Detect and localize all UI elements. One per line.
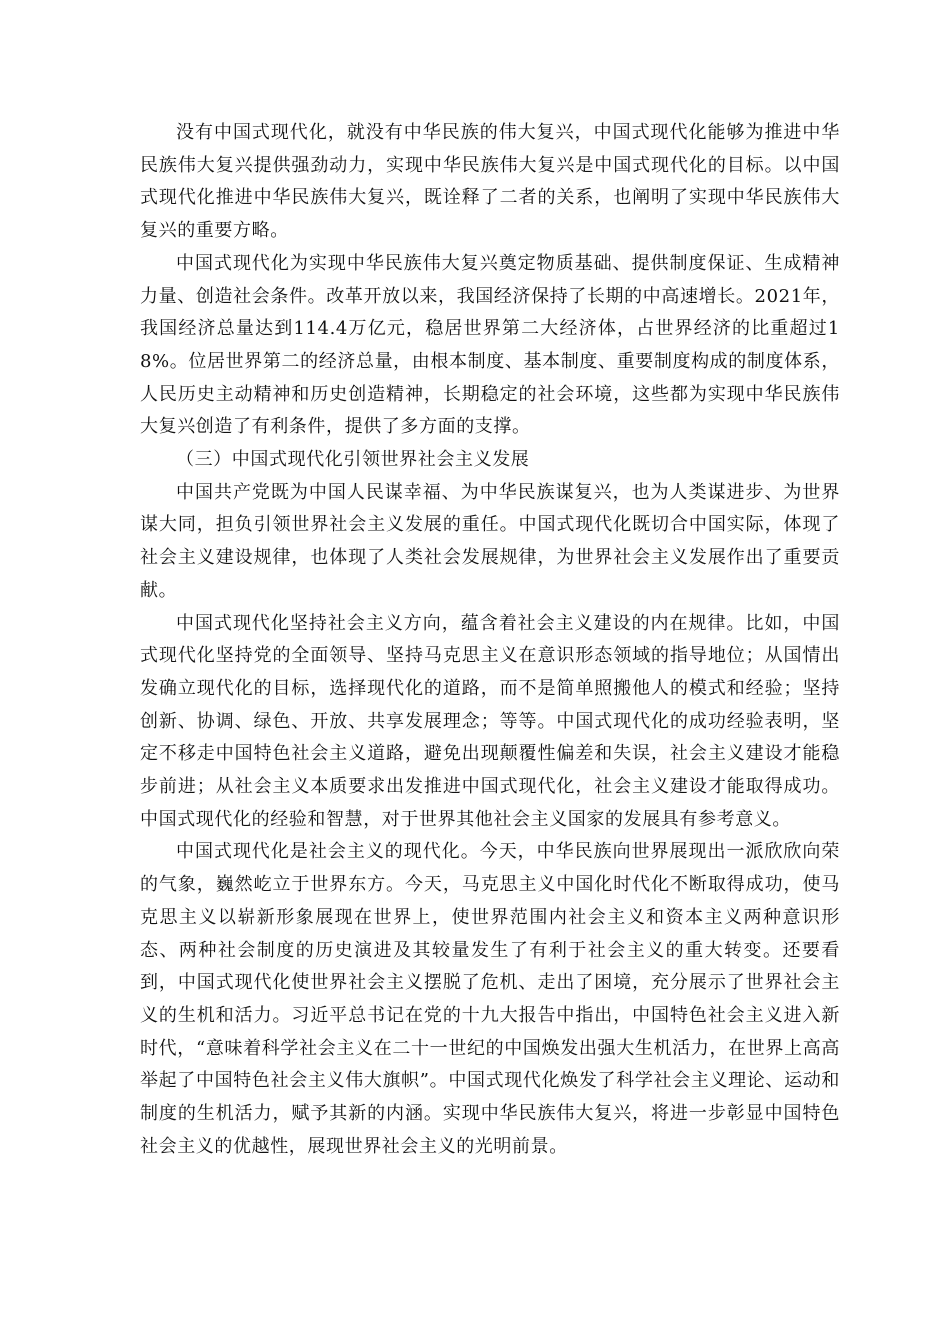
section-heading: （三）中国式现代化引领世界社会主义发展 (176, 449, 530, 471)
document-body (140, 117, 840, 1164)
paragraph-2: 中国式现代化为实现中华民族伟大复兴奠定物质基础、提供制度保证、生成精神力量、创造社会条件。改革开放以来，我国经济保持了长期的中高速增长。2021年，我国经济总量达到114.4万亿元，稳居世界第二大经济体，占世界经济的比重超过18%。位居世界第二的经济总量，由根本制度、基本制度、重要制度构成的制度体系，人民历史主动精神和历史创造精神，长期稳定的社会环境，这些都为实现中华民族伟大复兴创造了有利条件，提供了多方面的支撑。 (140, 252, 840, 438)
paragraph-1: 没有中国式现代化，就没有中华民族的伟大复兴，中国式现代化能够为推进中华民族伟大复兴提供强劲动力，实现中华民族伟大复兴是中国式现代化的目标。以中国式现代化推进中华民族伟大复兴，既诠释了二者的关系，也阐明了实现中华民族伟大复兴的重要方略。 (140, 122, 840, 242)
paragraph-4: 中国式现代化坚持社会主义方向，蕴含着社会主义建设的内在规律。比如，中国式现代化坚持党的全面领导、坚持马克思主义在意识形态领域的指导地位；从国情出发确立现代化的目标，选择现代化的道路，而不是简单照搬他人的模式和经验；坚持创新、协调、绿色、开放、共享发展理念；等等。中国式现代化的成功经验表明，坚定不移走中国特色社会主义道路，避免出现颠覆性偏差和失误，社会主义建设才能稳步前进；从社会主义本质要求出发推进中国式现代化，社会主义建设才能取得成功。中国式现代化的经验和智慧，对于世界其他社会主义国家的发展具有参考意义。 (140, 612, 840, 830)
paragraph-3: 中国共产党既为中国人民谋幸福、为中华民族谋复兴，也为人类谋进步、为世界谋大同，担负引领世界社会主义发展的重任。中国式现代化既切合中国实际，体现了社会主义建设规律，也体现了人类社会发展规律，为世界社会主义发展作出了重要贡献。 (140, 481, 840, 601)
paragraph-5: 中国式现代化是社会主义的现代化。今天，中华民族向世界展现出一派欣欣向荣的气象，巍然屹立于世界东方。今天，马克思主义中国化时代化不断取得成功，使马克思主义以崭新形象展现在世界上，使世界范围内社会主义和资本主义两种意识形态、两种社会制度的历史演进及其较量发生了有利于社会主义的重大转变。还要看到，中国式现代化使世界社会主义摆脱了危机、走出了困境，充分展示了世界社会主义的生机和活力。习近平总书记在党的十九大报告中指出，中国特色社会主义进入新时代，“意味着科学社会主义在二十一世纪的中国焕发出强大生机活力，在世界上高高举起了中国特色社会主义伟大旗帜”。中国式现代化焕发了科学社会主义理论、运动和制度的生机活力，赋予其新的内涵。实现中华民族伟大复兴，将进一步彰显中国特色社会主义的优越性，展现世界社会主义的光明前景。 (140, 841, 840, 1157)
